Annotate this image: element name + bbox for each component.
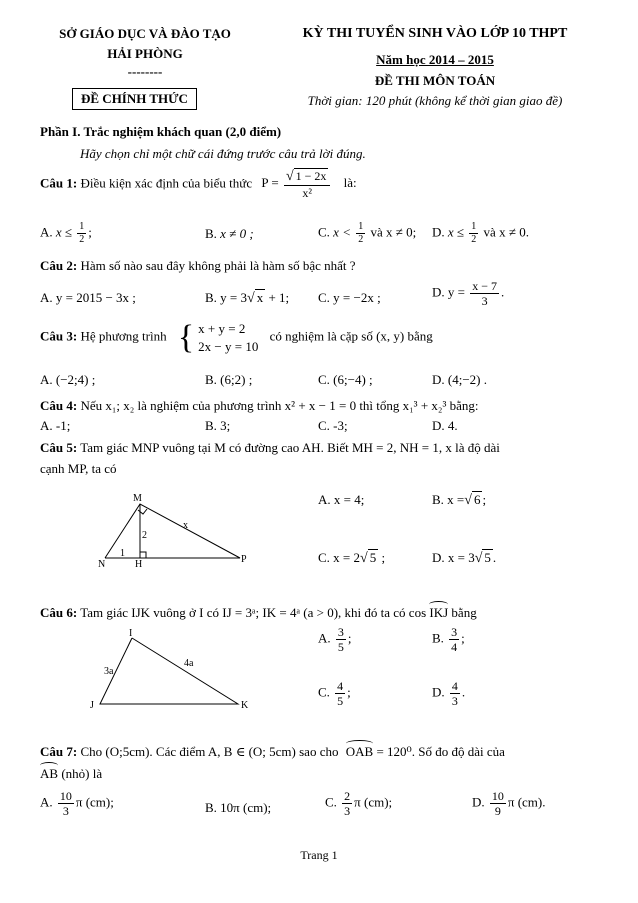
q3-option-c[interactable]: C. (6;−4) ; xyxy=(318,372,373,387)
q7-option-a[interactable]: A. $\frac{10}{3}$ π (cm); xyxy=(40,789,114,818)
question-5: Câu 5: Tam giác MNP vuông tại M có đường cao AH. Biết MH = 2, NH = 1, x là độ dài xyxy=(40,440,500,455)
q5-option-a[interactable]: A. x = 4; xyxy=(318,492,365,507)
label-one: 1 xyxy=(120,548,125,559)
label-m: M xyxy=(133,493,142,504)
fraction: $\frac{√ 1 - 2x}{\text{x²}}$ xyxy=(284,170,330,199)
label-two: 2 xyxy=(142,530,147,541)
question-5-line2: cạnh MP, ta có xyxy=(40,461,117,476)
q2-option-d[interactable]: D. y = $\frac{x - 7}{3}$ . xyxy=(432,279,505,308)
q2-option-c[interactable]: C. y = −2x ; xyxy=(318,290,381,305)
q4-option-d[interactable]: D. 4. xyxy=(432,418,458,433)
question-1 xyxy=(40,170,357,199)
q7-option-d[interactable]: D. $\frac{10}{9}$ π (cm). xyxy=(472,789,546,818)
question-4: Câu 4: Nếu x₁; x₂ là nghiệm của phương trình x² + x − 1 = 0 thì tổng x₁³ + x₂³ bằng: xyxy=(40,398,479,413)
triangle-ijk-figure xyxy=(88,626,258,716)
label-n: N xyxy=(98,559,106,568)
part-instruction: Hãy chọn chỉ một chữ cái đứng trước câu trả lời đúng. xyxy=(80,146,366,161)
q5-option-d[interactable]: D. x = 3√ 5 . xyxy=(432,550,497,566)
label-j: J xyxy=(90,700,94,711)
q3-option-b[interactable]: B. (6;2) ; xyxy=(205,372,253,387)
school-year: Năm học 2014 – 2015 xyxy=(376,52,494,67)
q7-option-c[interactable]: C. $\frac{2}{3}$ π (cm); xyxy=(325,789,393,818)
triangle-mnp-figure xyxy=(95,488,255,568)
question-6: Câu 6: Tam giác IJK vuông ở I có IJ = 3ᵃ; IK = 4ᵃ (a > 0), khi đó ta có cos IKJ bằng xyxy=(40,605,477,620)
q2-option-b[interactable]: B. y = 3√ x + 1; xyxy=(205,290,290,306)
triangle-outline xyxy=(105,504,240,558)
q4-option-c[interactable]: C. -3; xyxy=(318,418,348,433)
q3-option-d[interactable]: D. (4;−2) . xyxy=(432,372,487,387)
q5-option-b[interactable]: B. x =√ 6 ; xyxy=(432,492,487,508)
angle-ikj: IKJ xyxy=(429,605,449,620)
label-ik: 4a xyxy=(184,658,194,669)
right-angle-mark-h xyxy=(140,552,146,558)
q3-option-a[interactable]: A. (−2;4) ; xyxy=(40,372,96,387)
page-number: Trang 1 xyxy=(300,848,338,862)
q4-option-b[interactable]: B. 3; xyxy=(205,418,231,433)
label-i: I xyxy=(129,628,133,639)
q1-option-c[interactable]: C. x < $\frac{1}{2}$ và x ≠ 0; xyxy=(318,221,417,245)
city-name: HẢI PHÒNG xyxy=(107,46,183,61)
q1-option-a[interactable]: A. x ≤ $\frac{1}{2}$ ; xyxy=(40,221,92,245)
question-label: Câu 1: xyxy=(40,175,78,191)
header-divider: -------- xyxy=(127,64,163,79)
q1-option-b[interactable]: B. x ≠ 0 ; xyxy=(205,226,254,241)
question-2: Câu 2: Hàm số nào sau đây không phải là hàm số bậc nhất ? xyxy=(40,258,356,273)
arc-ab: AB xyxy=(40,766,59,781)
radicand: 1 − 2x xyxy=(295,169,327,183)
q6-option-b[interactable]: B. $\frac{3}{4}$ ; xyxy=(432,625,465,654)
equation-system: { x + y = 2 2x − y = 10 xyxy=(177,318,259,356)
denominator: x² xyxy=(302,186,312,200)
q5-option-c[interactable]: C. x = 2√ 5 ; xyxy=(318,550,386,566)
question-7-line2: AB (nhỏ) là xyxy=(40,766,103,781)
label-ij: 3a xyxy=(104,666,114,677)
question-3: Câu 3: Hệ phương trình { x + y = 2 2x − y = 10 có nghiệm là cặp số (x, y) bằng xyxy=(40,318,433,356)
dept-name: SỞ GIÁO DỤC VÀ ĐÀO TẠO xyxy=(59,26,231,41)
label-p: P xyxy=(241,554,247,565)
q7-option-b[interactable]: B. 10π (cm); xyxy=(205,800,272,815)
official-badge: ĐỀ CHÍNH THỨC xyxy=(72,88,197,110)
time-limit: Thời gian: 120 phút (không kể thời gian giao đề) xyxy=(307,93,563,108)
q6-option-a[interactable]: A. $\frac{3}{5}$ ; xyxy=(318,625,352,654)
part-title: Phần I. Trắc nghiệm khách quan (2,0 điểm) xyxy=(40,124,282,139)
question-text: Điều kiện xác định của biểu thức xyxy=(80,175,253,191)
label-h: H xyxy=(135,559,143,568)
q6-option-c[interactable]: C. $\frac{4}{5}$ ; xyxy=(318,679,351,708)
angle-oab: OAB xyxy=(345,744,374,759)
label-x: x xyxy=(183,520,188,531)
expr-lhs: P = xyxy=(261,175,279,191)
label-k: K xyxy=(241,700,249,711)
exam-title: KỲ THI TUYỂN SINH VÀO LỚP 10 THPT xyxy=(302,26,568,41)
question-tail: là: xyxy=(343,175,357,191)
q4-option-a[interactable]: A. -1; xyxy=(40,418,71,433)
question-7: Câu 7: Cho (O;5cm). Các điểm A, B ∈ (O; 5cm) sao cho OAB = 120⁰. Số đo độ dài của xyxy=(40,744,505,759)
q1-option-d[interactable]: D. x ≤ $\frac{1}{2}$ và x ≠ 0. xyxy=(432,221,529,245)
q2-option-a[interactable]: A. y = 2015 − 3x ; xyxy=(40,290,136,305)
right-angle-mark-m xyxy=(138,509,147,514)
q6-option-d[interactable]: D. $\frac{4}{3}$ . xyxy=(432,679,466,708)
triangle-outline xyxy=(100,638,238,704)
subject-title: ĐỀ THI MÔN TOÁN xyxy=(374,73,496,88)
